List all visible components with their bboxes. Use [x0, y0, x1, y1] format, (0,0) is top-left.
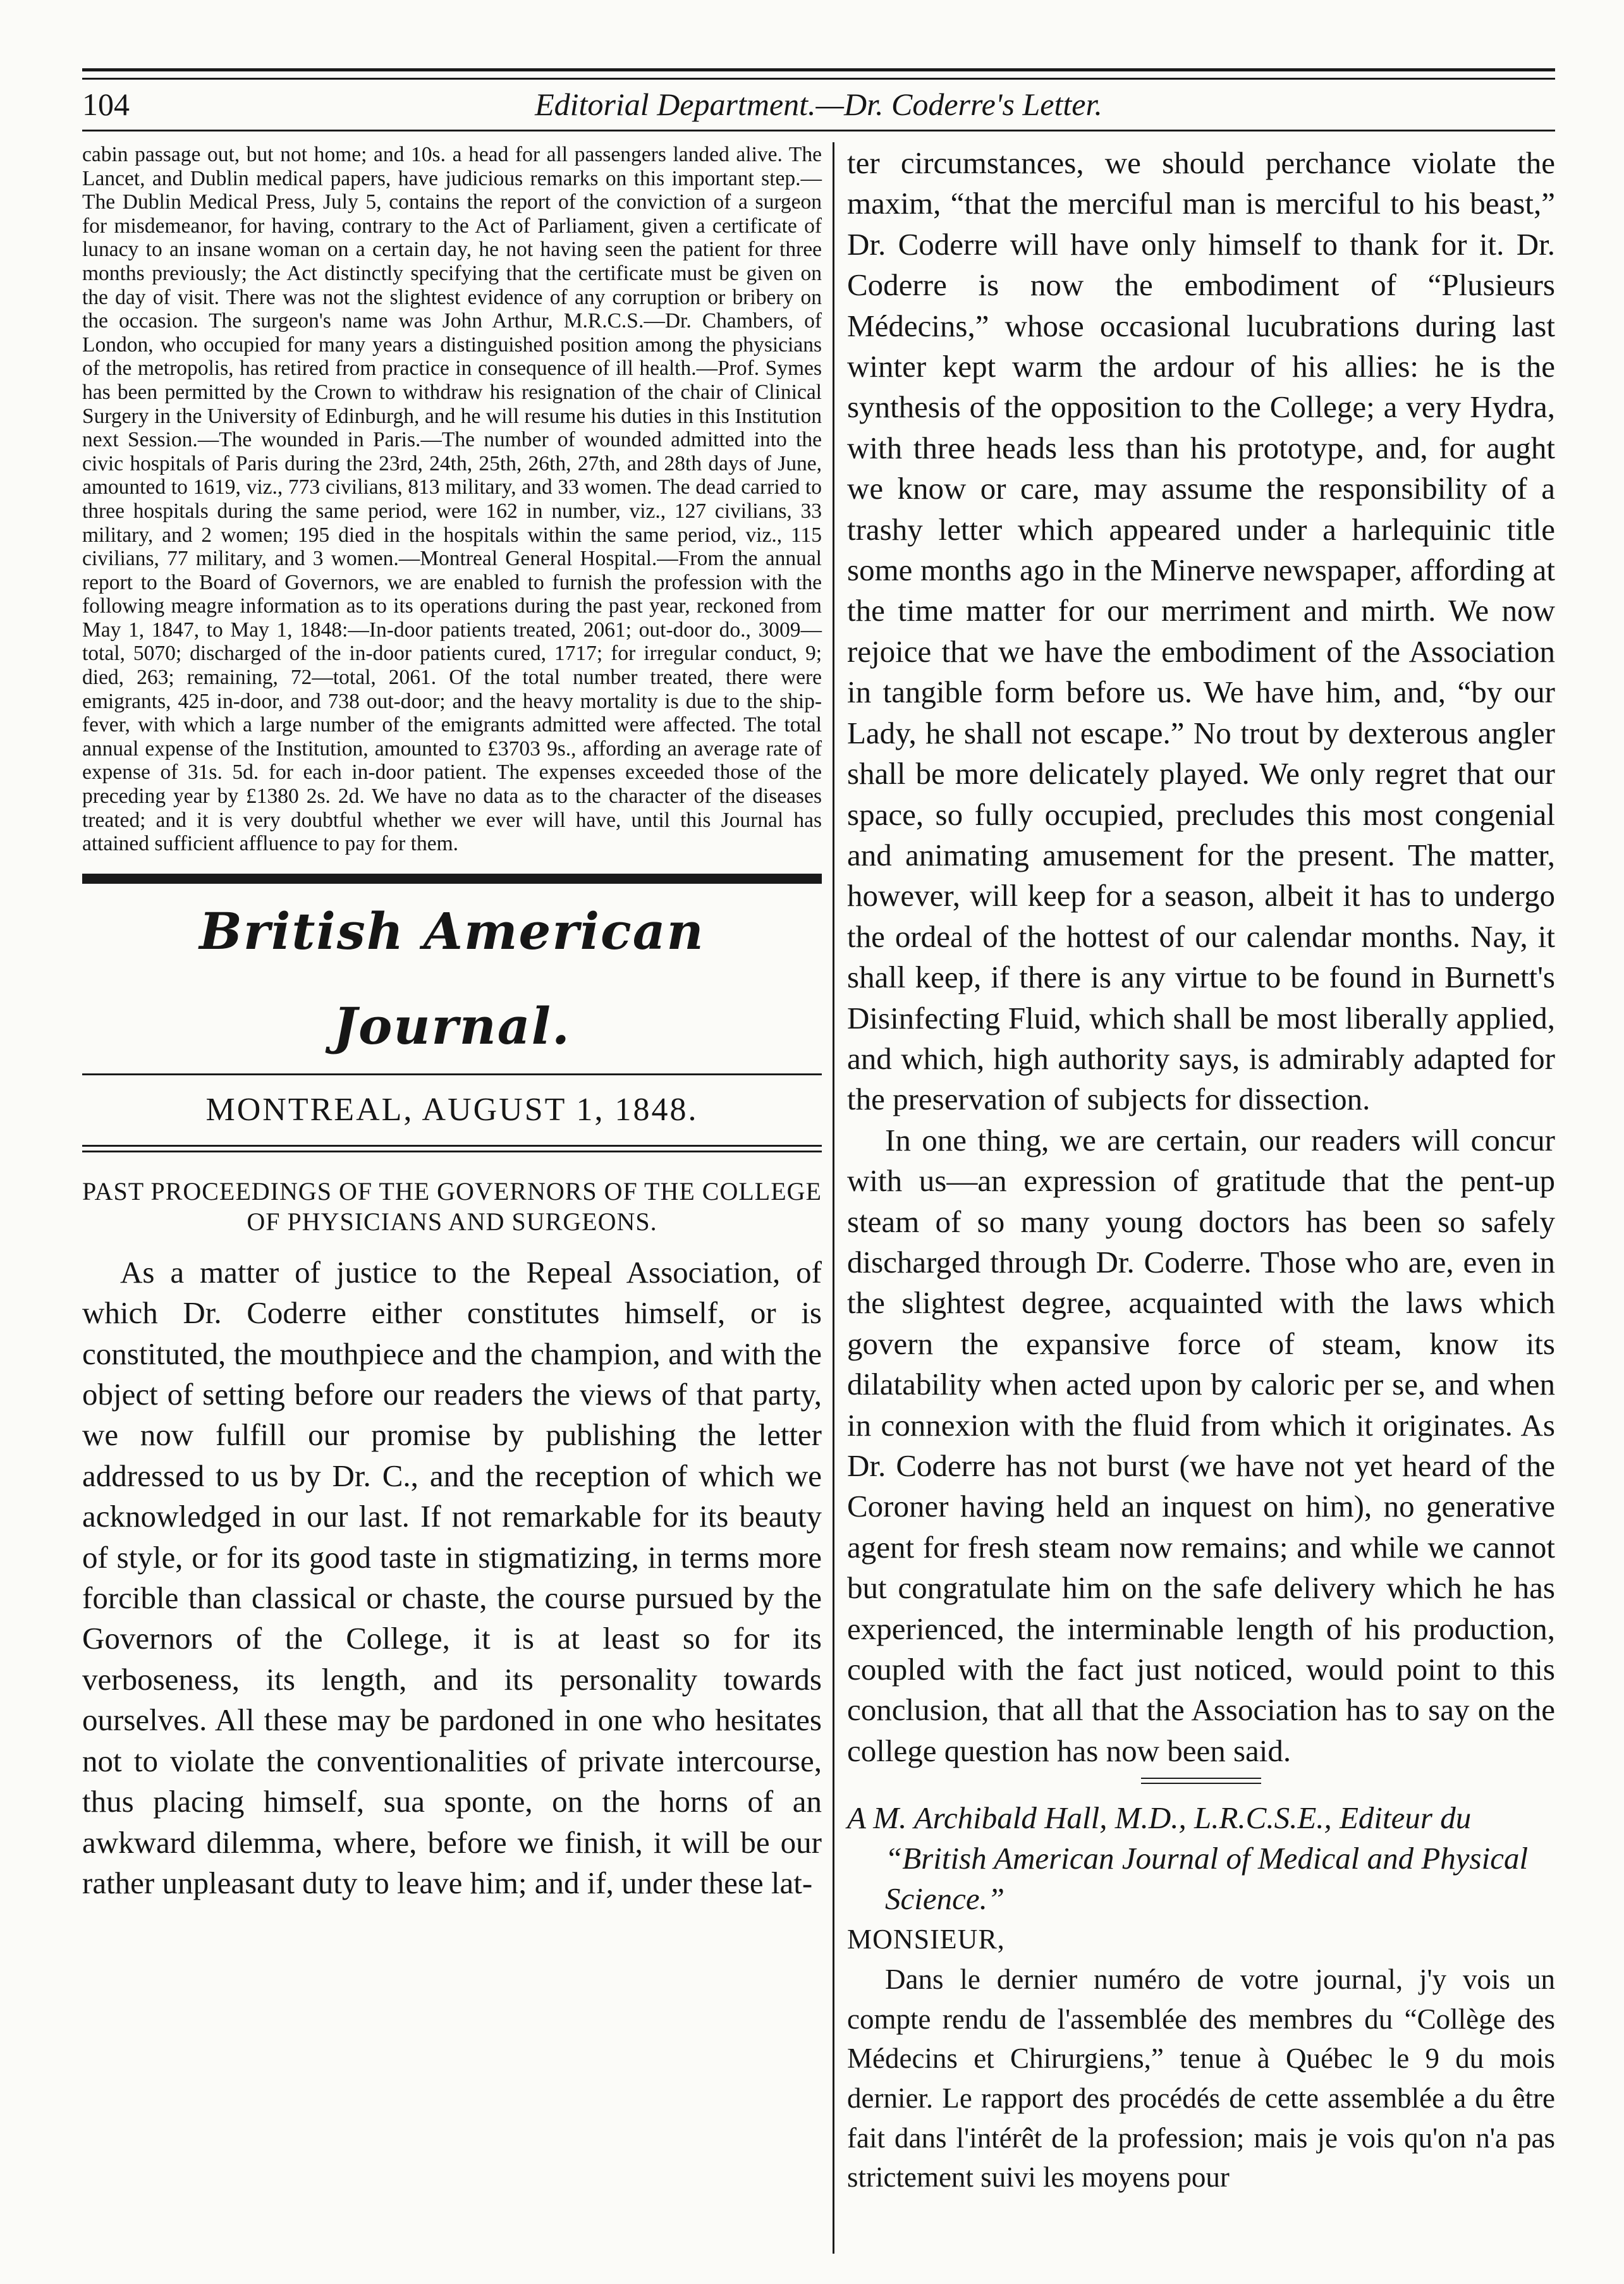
section-divider: [1141, 1778, 1261, 1784]
article-title: PAST PROCEEDINGS OF THE GOVERNORS OF THE COLLEGE OF PHYSICIANS AND SURGEONS.: [82, 1176, 822, 1236]
article-paragraph: As a matter of justice to the Repeal Association, of which Dr. Coderre either constitutes himself, or is constituted, the mouthpiece and the champion, and with the object of setting before our readers the views of that party, we now fulfill our promise by publishing the letter addressed to us by Dr. C., and the reception of which we acknowledged in our last. If not remarkable for its beauty of style, or for its good taste in stigmatizing, in terms more forcible than classical or chaste, the course pursued by the Governors of the College, it is at least so for its verboseness, its length, and its personality towards ourselves. All these may be pardoned in one who hesitates not to violate the conventionalities of private intercourse, thus placing himself, sua sponte, on the horns of an awkward dilemma, where, before we finish, it will be our rather unpleasant duty to leave him; and if, under these lat-: [82, 1254, 822, 1900]
dateline-rule: [82, 1145, 822, 1152]
letter-salutation: MONSIEUR,: [847, 1924, 1005, 1955]
letter-address: A M. Archibald Hall, M.D., L.R.C.S.E., Editeur du “British American Journal of Medical and Physical Science.”: [847, 1800, 1529, 1917]
right-column: [847, 143, 1555, 2197]
page-header: [82, 85, 1555, 136]
top-double-rule: [82, 68, 1555, 80]
left-column: [82, 143, 822, 1903]
masthead: British American Journal.: [199, 901, 705, 1056]
header-rule: [82, 130, 1555, 131]
article-paragraph-2: In one thing, we are certain, our readers will concur with us—an expression of gratitude that the pent-up steam of so many young doctors has been so safely discharged through Dr. Coderre. Those who are, even in the slightest degree, acquainted with the laws which govern the expansive force of steam, know its dilatability when acted upon by caloric per se, and when in connexion with the fluid from which it originates. As Dr. Coderre has not burst (we have not yet heard of the Coroner having held an inquest on him), no generative agent for fresh steam now remains; and while we cannot but congratulate him on the safe delivery which he has experienced, the interminable length of his production, coupled with the fact just noticed, would point to this conclusion, that all that the Association has to say on the college question has now been said.: [847, 1122, 1555, 1768]
page-number: 104: [82, 87, 130, 122]
letter-paragraph: Dans le dernier numéro de votre journal, j'y vois un compte rendu de l'assemblée des membres du “Collège des Médecins et Chirurgiens,” tenue à Québec le 9 du mois dernier. Le rapport des procédés de cette assemblée a du être fait dans l'intérêt de la profession; mais je vois qu'on n'a pas strictement suivi les moyens pour: [847, 1963, 1555, 2194]
news-paragraph: cabin passage out, but not home; and 10s. a head for all passengers landed alive. The Lancet, and Dublin medical papers, have judicious remarks on this important step.—The Dublin Medical Press, July 5, contains the report of the conviction of a surgeon for misdemeanor, for having, contrary to the Act of Parliament, given a certificate of lunacy to an insane woman on a certain day, he not having seen the patient for three months previously; the Act distinctly specifying that the certificate must be given on the day of visit. There was not the slightest evidence of any corruption or bribery on the occasion. The surgeon's name was John Arthur, M.R.C.S.—Dr. Chambers, of London, who occupied for many years a distinguished position among the physicians of the metropolis, has retired from practice in consequence of ill health.—Prof. Symes has been permitted by the Crown to withdraw his resignation of the chair of Clinical Surgery in the University of Edinburgh, and he will resume his duties in this Institution next Session.—The wounded in Paris.—The number of wounded admitted into the civic hospitals of Paris during the 23rd, 24th, 25th, 26th, 27th, and 28th days of June, amounted to 1619, viz., 773 civilians, 813 military, and 33 women. The dead carried to three hospitals during the same period, were 162 in number, viz., 127 civilians, 33 military, and 2 women; 195 died in the hospitals within the same period, viz., 115 civilians, 77 military, and 3 women.—Montreal General Hospital.—From the annual report to the Board of Governors, we are enabled to furnish the profession with the following meagre information as to its operations during the past year, reckoned from May 1, 1847, to May 1, 1848:—In-door patients treated, 2061; out-door do., 3009—total, 5070; discharged of the in-door patients cured, 1717; for irregular conduct, 9; died, 263; remaining, 72—total, 2061. Of the total number treated, there were emigrants, 425 in-door, and 738 out-door; and the heavy mortality is due to the ship-fever, with which a large number of the emigrants admitted were affected. The total annual expense of the Institution, amounted to £3703 9s., affording an average rate of expense of 31s. 5d. for each in-door patient. The expenses exceeded those of the preceding year by £1380 2s. 2d. We have no data as to the character of the diseases treated; and it is very doubtful whether we ever will have, until this Journal has attained sufficient affluence to pay for them.: [82, 143, 822, 856]
running-head: Editorial Department.—Dr. Coderre's Letter.: [535, 87, 1102, 122]
column-separator: [833, 142, 834, 2254]
article-continuation: ter circumstances, we should perchance violate the maxim, “that the merciful man is merciful to his beast,” Dr. Coderre will have only himself to thank for it. Dr. Coderre is now the embodiment of “Plusieurs Médecins,” whose occasional lucubrations during last winter kept warm the ardour of his allies: he is the synthesis of the opposition to the College; a very Hydra, with three heads less than his prototype, and, for aught we know or care, may assume the responsibility of a trashy letter which appeared under a harlequinic title some months ago in the Minerve newspaper, affording at the time matter for our merriment and mirth. We now rejoice that we have the embodiment of the Association in tangible form before us. We have him, and, “by our Lady, he shall not escape.” No trout by dexterous angler shall be more delicately played. We only regret that our space, so fully occupied, precludes this most congenial and animating amusement for the present. The matter, however, will keep for a season, albeit it has to undergo the ordeal of the hottest of our calendar months. Nay, it shall keep, if there is any virtue to be found in Burnett's Disinfecting Fluid, which shall be most liberally applied, and which, high authority says, is admirably adapted for the preservation of subjects for dissection.: [847, 145, 1555, 1117]
masthead-top-rule: [82, 874, 822, 884]
dateline: MONTREAL, AUGUST 1, 1848.: [205, 1091, 699, 1128]
